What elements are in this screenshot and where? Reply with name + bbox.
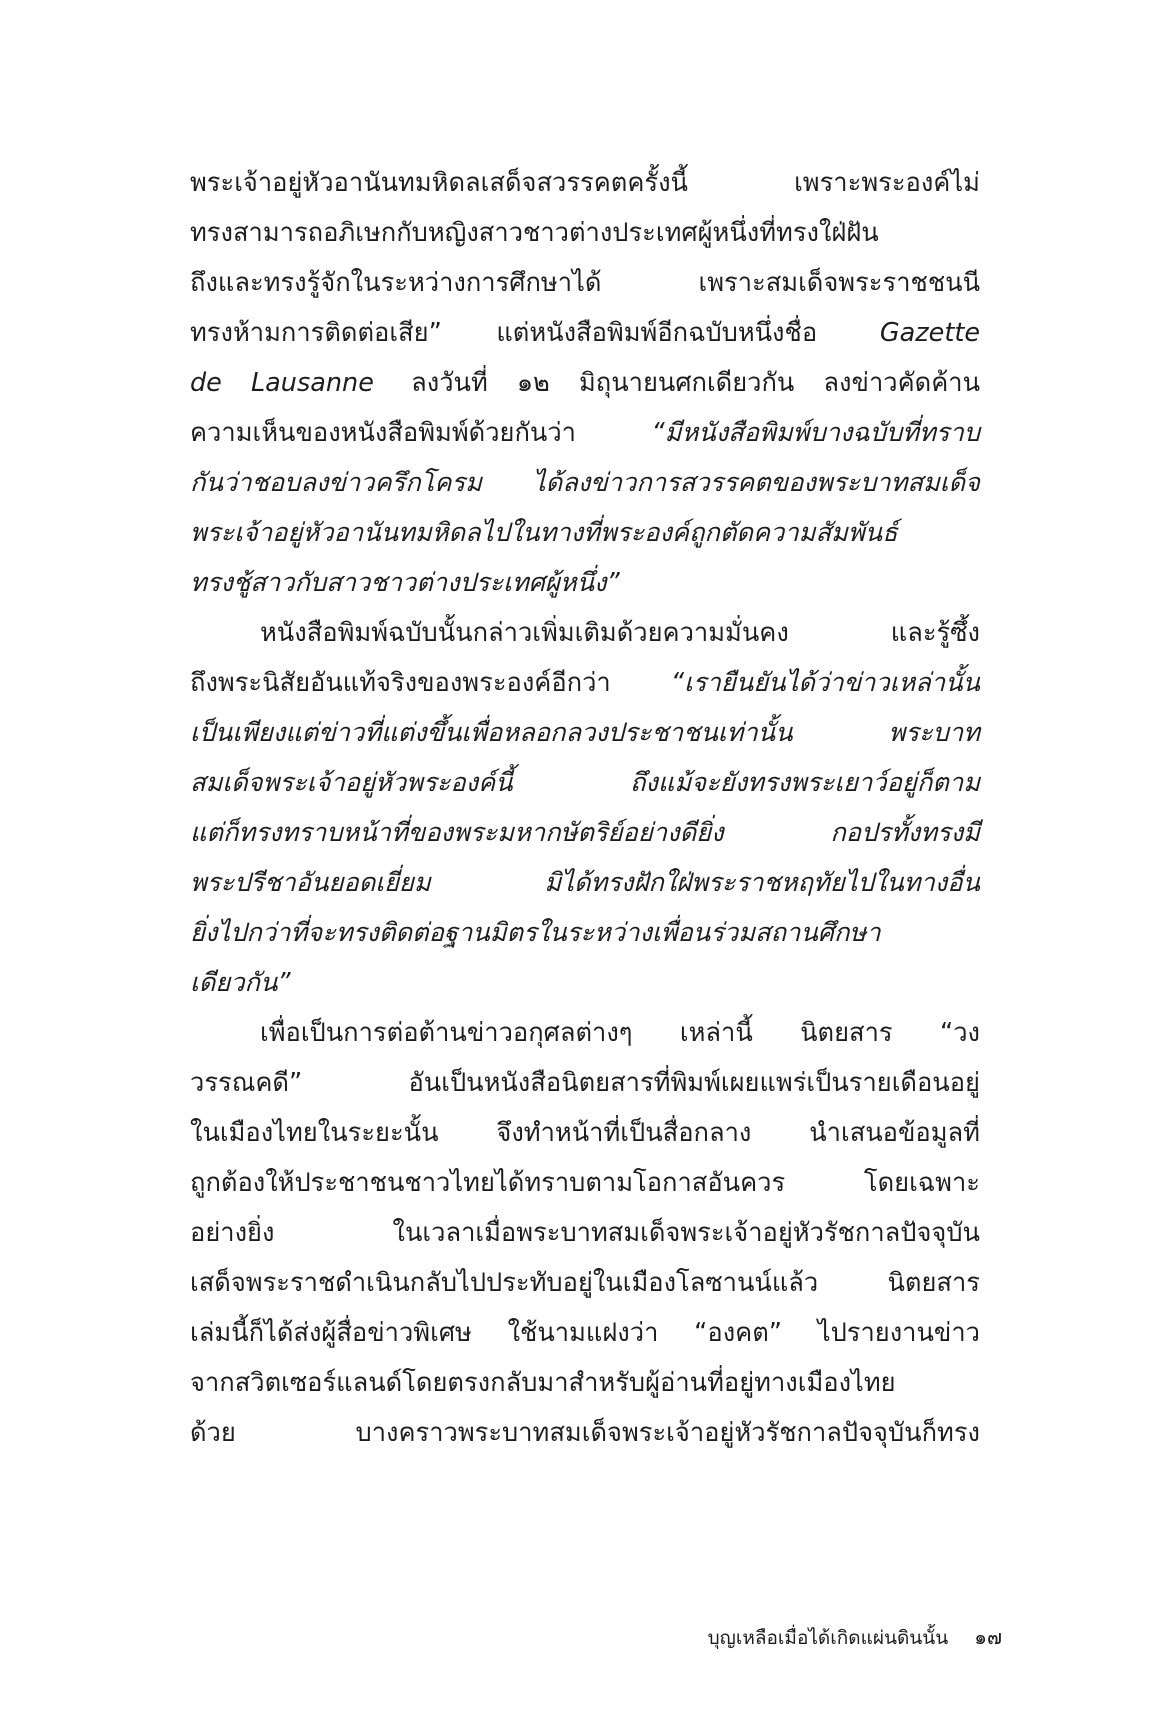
text-segment: เพื่อเป็นการต่อต้านข่าวอกุศลต่างๆ เหล่านี้ นิตยสาร “วง bbox=[260, 1018, 980, 1048]
quoted-text: ทรงชู้สาวกับสาวชาวต่างประเทศผู้หนึ่ง” bbox=[190, 568, 620, 598]
text-line bbox=[190, 908, 980, 958]
text-line bbox=[190, 508, 980, 558]
text-segment: เสด็จพระราชดำเนินกลับไปประทับอยู่ในเมืองโลซานน์แล้ว นิตยสาร bbox=[190, 1268, 980, 1298]
text-segment: เล่มนี้ก็ได้ส่งผู้สื่อข่าวพิเศษ ใช้นามแฝงว่า “องคต” ไปรายงานข่าว bbox=[190, 1318, 980, 1348]
text-line bbox=[190, 1358, 980, 1408]
text-line bbox=[190, 1408, 980, 1458]
text-segment: ความเห็นของหนังสือพิมพ์ด้วยกันว่า bbox=[190, 418, 576, 448]
text-segment: ทรงห้ามการติดต่อเสีย” แต่หนังสือพิมพ์อีกฉบับหนึ่งชื่อ bbox=[190, 318, 818, 348]
text-line bbox=[190, 458, 980, 508]
text-line bbox=[190, 858, 980, 908]
text-line bbox=[190, 1008, 980, 1058]
text-line bbox=[190, 358, 980, 408]
quoted-text: พระปรีชาอันยอดเยี่ยม มิได้ทรงฝักใฝ่พระราชหฤทัยไปในทางอื่น bbox=[190, 868, 980, 898]
quoted-text: de Lausanne bbox=[190, 368, 374, 398]
text-line bbox=[190, 1258, 980, 1308]
text-line bbox=[190, 608, 980, 658]
text-segment: ด้วย บางคราวพระบาทสมเด็จพระเจ้าอยู่หัวรัชกาลปัจจุบันก็ทรง bbox=[190, 1418, 980, 1448]
text-line bbox=[190, 408, 980, 458]
text-segment: จากสวิตเซอร์แลนด์โดยตรงกลับมาสำหรับผู้อ่านที่อยู่ทางเมืองไทย bbox=[190, 1368, 896, 1398]
text-segment: พระเจ้าอยู่หัวอานันทมหิดลเสด็จสวรรคตครั้งนี้ เพราะพระองค์ไม่ bbox=[190, 168, 980, 198]
running-footer bbox=[708, 1622, 1002, 1653]
text-line bbox=[190, 308, 980, 358]
text-segment: ในเมืองไทยในระยะนั้น จึงทำหน้าที่เป็นสื่อกลาง นำเสนอข้อมูลที่ bbox=[190, 1118, 980, 1148]
text-segment: ถึงพระนิสัยอันแท้จริงของพระองค์อีกว่า bbox=[190, 668, 611, 698]
text-segment: หนังสือพิมพ์ฉบับนั้นกล่าวเพิ่มเติมด้วยความมั่นคง และรู้ซึ้ง bbox=[260, 618, 980, 648]
text-segment: ถึงและทรงรู้จักในระหว่างการศึกษาได้ เพราะสมเด็จพระราชชนนี bbox=[190, 268, 980, 298]
quoted-text: กันว่าชอบลงข่าวครึกโครม ได้ลงข่าวการสวรรคตของพระบาทสมเด็จ bbox=[190, 468, 980, 498]
text-segment: ทรงสามารถอภิเษกกับหญิงสาวชาวต่างประเทศผู้หนึ่งที่ทรงใฝ่ฝัน bbox=[190, 218, 879, 248]
footer-book-title: บุญเหลือเมื่อได้เกิดแผ่นดินนั้น bbox=[707, 1627, 949, 1649]
quoted-text: Gazette bbox=[879, 318, 981, 348]
text-segment: อย่างยิ่ง ในเวลาเมื่อพระบาทสมเด็จพระเจ้าอยู่หัวรัชกาลปัจจุบัน bbox=[190, 1218, 980, 1248]
text-segment: ถูกต้องให้ประชาชนชาวไทยได้ทราบตามโอกาสอันควร โดยเฉพาะ bbox=[190, 1168, 980, 1198]
quoted-text: ยิ่งไปกว่าที่จะทรงติดต่อฐานมิตรในระหว่างเพื่อนร่วมสถานศึกษา bbox=[190, 918, 881, 948]
text-line bbox=[190, 958, 980, 1008]
text-line bbox=[190, 1108, 980, 1158]
quoted-text: “เรายืนยันได้ว่าข่าวเหล่านั้น bbox=[670, 668, 980, 698]
text-line bbox=[190, 1208, 980, 1258]
quoted-text: “มีหนังสือพิมพ์บางฉบับที่ทราบ bbox=[651, 418, 980, 448]
quoted-text: แต่ก็ทรงทราบหน้าที่ของพระมหากษัตริย์อย่างดียิ่ง กอปรทั้งทรงมี bbox=[190, 818, 980, 848]
text-line bbox=[190, 558, 980, 608]
text-line bbox=[190, 758, 980, 808]
page-number: ๑๗ bbox=[974, 1625, 1002, 1649]
quoted-text: พระเจ้าอยู่หัวอานันทมหิดลไปในทางที่พระองค์ถูกตัดความสัมพันธ์ bbox=[190, 518, 898, 548]
text-line bbox=[190, 658, 980, 708]
text-line bbox=[190, 1308, 980, 1358]
quoted-text: เดียวกัน” bbox=[190, 968, 291, 998]
text-line bbox=[190, 158, 980, 208]
text-segment: ลงวันที่ ๑๒ มิถุนายนศกเดียวกัน ลงข่าวคัดค้าน bbox=[411, 368, 981, 398]
text-line bbox=[190, 258, 980, 308]
text-segment: วรรณคดี” อันเป็นหนังสือนิตยสารที่พิมพ์เผยแพร่เป็นรายเดือนอยู่ bbox=[190, 1068, 980, 1098]
text-line bbox=[190, 208, 980, 258]
text-line bbox=[190, 808, 980, 858]
text-line bbox=[190, 1058, 980, 1108]
text-line bbox=[190, 708, 980, 758]
body-text bbox=[190, 158, 980, 1458]
quoted-text: สมเด็จพระเจ้าอยู่หัวพระองค์นี้ ถึงแม้จะยังทรงพระเยาว์อยู่ก็ตาม bbox=[190, 768, 980, 798]
text-line bbox=[190, 1158, 980, 1208]
quoted-text: เป็นเพียงแต่ข่าวที่แต่งขึ้นเพื่อหลอกลวงประชาชนเท่านั้น พระบาท bbox=[190, 718, 980, 748]
